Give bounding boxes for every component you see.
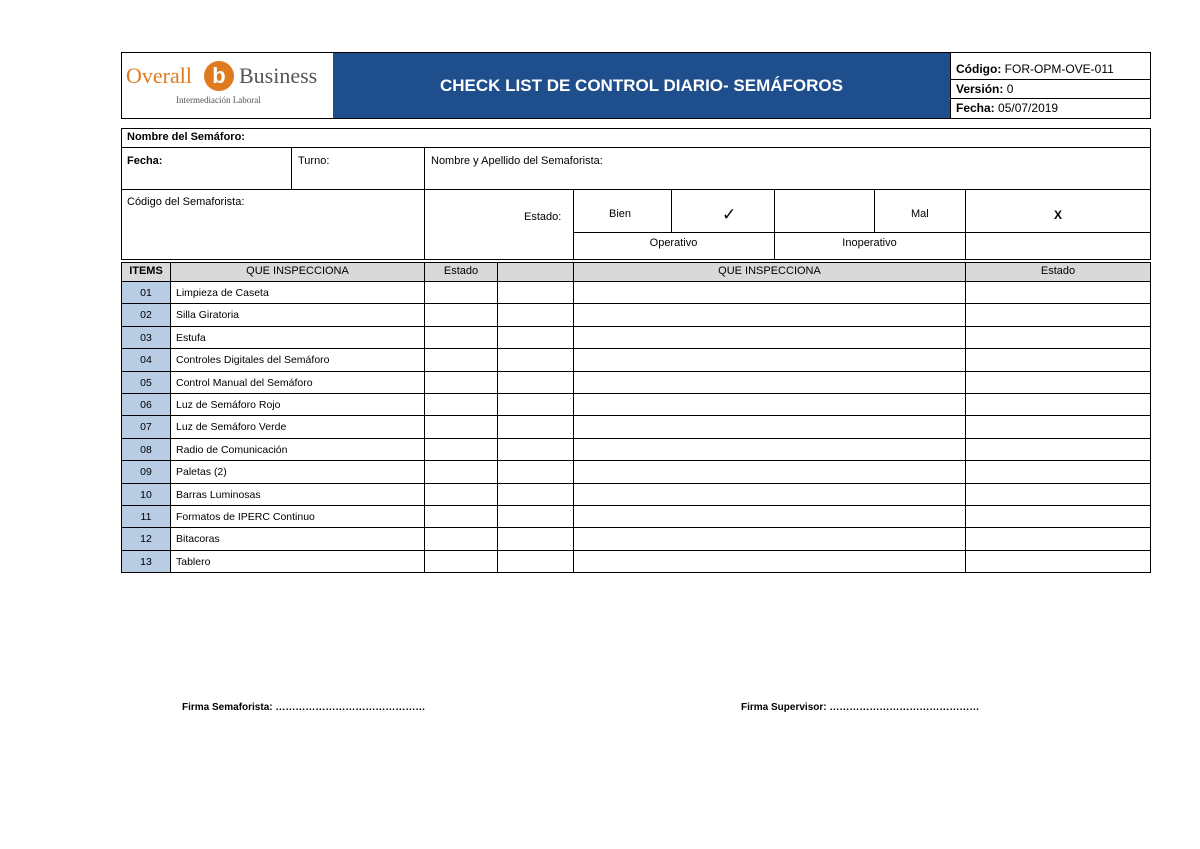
item-inspect-2-cell[interactable]	[573, 550, 966, 573]
item-number: 11	[121, 505, 171, 528]
col-header-inspect: QUE INSPECCIONA	[170, 262, 425, 282]
item-state-2-cell[interactable]	[965, 527, 1151, 551]
doc-code	[956, 62, 1114, 76]
item-state-2-cell[interactable]	[965, 393, 1151, 416]
operator-signature[interactable]: Firma Semaforista: ………………………………………	[182, 702, 426, 713]
operative-label: Operativo	[649, 237, 698, 249]
col-header-state-2: Estado	[965, 262, 1151, 282]
state-label: Estado:	[524, 211, 562, 223]
checkmark-icon: ✓	[722, 205, 737, 224]
logo-left-text: Overall	[126, 63, 192, 88]
bad-label: Mal	[911, 208, 929, 220]
item-state-cell[interactable]	[424, 550, 498, 573]
item-label: Tablero	[170, 550, 425, 573]
item-state-cell[interactable]	[424, 303, 498, 327]
item-state-2-cell[interactable]	[965, 460, 1151, 484]
item-number: 04	[121, 348, 171, 372]
item-label: Formatos de IPERC Continuo	[170, 505, 425, 528]
operator-name-field[interactable]: Nombre y Apellido del Semaforista:	[431, 155, 603, 167]
col-header-state: Estado	[424, 262, 498, 282]
item-extra-cell[interactable]	[497, 303, 574, 327]
item-extra-cell[interactable]	[497, 505, 574, 528]
col-header-items: ITEMS	[121, 262, 171, 282]
item-extra-cell[interactable]	[497, 415, 574, 439]
item-extra-cell[interactable]	[497, 393, 574, 416]
logo-mark-text: b	[212, 63, 226, 88]
item-extra-cell[interactable]	[497, 438, 574, 461]
item-extra-cell[interactable]	[497, 550, 574, 573]
item-state-2-cell[interactable]	[965, 348, 1151, 372]
supervisor-signature[interactable]: Firma Supervisor: ………………………………………	[741, 702, 980, 713]
logo-right-text: Business	[239, 63, 318, 88]
inoperative-label: Inoperativo	[842, 237, 897, 249]
item-inspect-2-cell[interactable]	[573, 393, 966, 416]
item-extra-cell[interactable]	[497, 371, 574, 394]
item-label: Luz de Semáforo Rojo	[170, 393, 425, 416]
item-state-cell[interactable]	[424, 527, 498, 551]
item-state-2-cell[interactable]	[965, 371, 1151, 394]
version-value: 0	[1006, 82, 1014, 96]
item-state-cell[interactable]	[424, 438, 498, 461]
item-extra-cell[interactable]	[497, 483, 574, 506]
item-state-2-cell[interactable]	[965, 303, 1151, 327]
company-logo	[124, 55, 330, 115]
item-label: Silla Giratoria	[170, 303, 425, 327]
item-number: 08	[121, 438, 171, 461]
item-number: 01	[121, 281, 171, 304]
logo-mark-icon	[204, 61, 234, 91]
item-label: Radio de Comunicación	[170, 438, 425, 461]
logo-subtitle: Intermediación Laboral	[176, 95, 261, 105]
item-number: 07	[121, 415, 171, 439]
code-label: Código:	[956, 62, 1002, 76]
item-state-cell[interactable]	[424, 483, 498, 506]
doc-version	[956, 82, 1013, 96]
item-inspect-2-cell[interactable]	[573, 348, 966, 372]
item-label: Luz de Semáforo Verde	[170, 415, 425, 439]
item-number: 02	[121, 303, 171, 327]
item-state-2-cell[interactable]	[965, 550, 1151, 573]
item-state-cell[interactable]	[424, 415, 498, 439]
date-value: 05/07/2019	[998, 101, 1059, 115]
item-number: 09	[121, 460, 171, 484]
title-text: CHECK LIST DE CONTROL DIARIO- SEMÁFOROS	[440, 75, 843, 95]
item-state-cell[interactable]	[424, 393, 498, 416]
item-state-cell[interactable]	[424, 371, 498, 394]
item-extra-cell[interactable]	[497, 348, 574, 372]
item-state-2-cell[interactable]	[965, 505, 1151, 528]
item-state-2-cell[interactable]	[965, 483, 1151, 506]
date-field[interactable]: Fecha:	[127, 155, 163, 167]
item-inspect-2-cell[interactable]	[573, 303, 966, 327]
operator-code-field[interactable]: Código del Semaforista:	[127, 196, 245, 208]
x-mark-icon: X	[1054, 208, 1063, 222]
shift-field[interactable]: Turno:	[298, 155, 330, 167]
item-state-cell[interactable]	[424, 460, 498, 484]
good-label: Bien	[609, 208, 632, 220]
item-extra-cell[interactable]	[497, 326, 574, 349]
item-inspect-2-cell[interactable]	[573, 438, 966, 461]
item-extra-cell[interactable]	[497, 281, 574, 304]
item-state-2-cell[interactable]	[965, 281, 1151, 304]
item-label: Control Manual del Semáforo	[170, 371, 425, 394]
item-number: 10	[121, 483, 171, 506]
item-extra-cell[interactable]	[497, 527, 574, 551]
item-number: 13	[121, 550, 171, 573]
item-state-cell[interactable]	[424, 281, 498, 304]
item-label: Bitacoras	[170, 527, 425, 551]
doc-date	[956, 101, 1058, 115]
item-extra-cell[interactable]	[497, 460, 574, 484]
item-number: 06	[121, 393, 171, 416]
item-state-2-cell[interactable]	[965, 438, 1151, 461]
version-label: Versión:	[956, 82, 1004, 96]
item-state-2-cell[interactable]	[965, 326, 1151, 349]
item-inspect-2-cell[interactable]	[573, 281, 966, 304]
code-value: FOR-OPM-OVE-011	[1004, 62, 1114, 76]
item-label: Limpieza de Caseta	[170, 281, 425, 304]
item-number: 03	[121, 326, 171, 349]
col-header-blank	[497, 262, 574, 282]
item-label: Paletas (2)	[170, 460, 425, 484]
item-inspect-2-cell[interactable]	[573, 371, 966, 394]
item-label: Estufa	[170, 326, 425, 349]
item-inspect-2-cell[interactable]	[573, 460, 966, 484]
item-state-2-cell[interactable]	[965, 415, 1151, 439]
item-state-cell[interactable]	[424, 326, 498, 349]
item-number: 12	[121, 527, 171, 551]
item-inspect-2-cell[interactable]	[573, 483, 966, 506]
traffic-light-name-field[interactable]: Nombre del Semáforo:	[127, 131, 245, 143]
item-label: Barras Luminosas	[170, 483, 425, 506]
date-label: Fecha:	[956, 101, 995, 115]
col-header-inspect-2: QUE INSPECCIONA	[573, 262, 966, 282]
item-inspect-2-cell[interactable]	[573, 415, 966, 439]
item-label: Controles Digitales del Semáforo	[170, 348, 425, 372]
document-title	[333, 53, 950, 118]
item-number: 05	[121, 371, 171, 394]
item-state-cell[interactable]	[424, 348, 498, 372]
item-inspect-2-cell[interactable]	[573, 326, 966, 349]
item-inspect-2-cell[interactable]	[573, 527, 966, 551]
item-inspect-2-cell[interactable]	[573, 505, 966, 528]
item-state-cell[interactable]	[424, 505, 498, 528]
